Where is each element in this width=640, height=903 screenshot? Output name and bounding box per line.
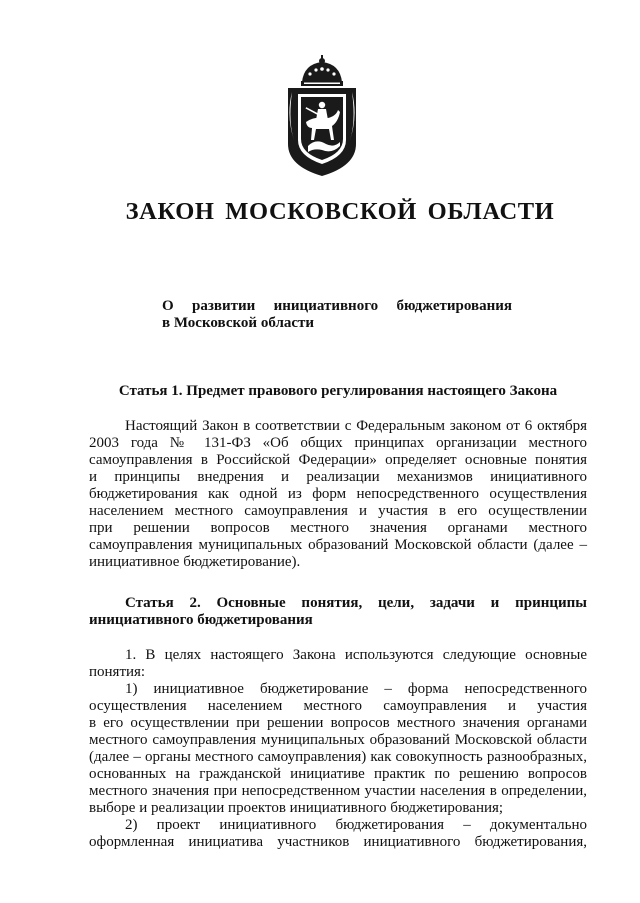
paragraph-line: местного самоуправления муниципальных образований Московской области	[89, 732, 587, 748]
article-2-heading: Статья 2. Основные понятия, цели, задачи и принципы	[125, 595, 587, 611]
paragraph-line: самоуправления муниципальных образований Московской области (далее –	[89, 537, 587, 553]
paragraph-line: 2003 года № 131-ФЗ «Об общих принципах организации местного	[89, 435, 587, 451]
article-1	[89, 383, 587, 400]
law-subject	[162, 298, 512, 332]
article-2-text	[89, 647, 587, 851]
paragraph-line: (далее – органы местного самоуправления) как совокупность разнообразных,	[89, 749, 587, 765]
paragraph-line: 2) проект инициативного бюджетирования – документально	[125, 817, 587, 833]
paragraph-line: населением местного самоуправления и участия в его осуществлении	[89, 503, 587, 519]
paragraph-line: 1) инициативное бюджетирование – форма непосредственного	[125, 681, 587, 697]
paragraph-line: и принципы внедрения и реализации механизмов инициативного	[89, 469, 587, 485]
subject-line: в Московской области	[162, 315, 315, 331]
paragraph-line: в его осуществлении при решении вопросов местного значения органами	[89, 715, 587, 731]
article-1-heading: Статья 1. Предмет правового регулирования настоящего Закона	[118, 383, 558, 399]
paragraph-line: оформленная инициатива участников инициативного бюджетирования,	[89, 834, 587, 850]
article-1-text	[89, 418, 587, 571]
paragraph-line: инициативное бюджетирование).	[89, 554, 301, 570]
paragraph-line: выборе и реализации проектов инициативного бюджетирования;	[89, 800, 504, 816]
paragraph-line: понятия:	[89, 664, 146, 680]
document-title: ЗАКОН МОСКОВСКОЙ ОБЛАСТИ	[125, 198, 555, 225]
paragraph-line: самоуправления в Российской Федерации» определяет основные понятия	[89, 452, 587, 468]
article-2-heading: инициативного бюджетирования	[89, 612, 313, 628]
paragraph-line: бюджетирования как одной из форм непосредственного осуществления	[89, 486, 587, 502]
paragraph-line: основанных на гражданской инициативе практик по решению вопросов	[89, 766, 587, 782]
subject-line: О развитии инициативного бюджетирования	[162, 298, 512, 314]
paragraph-line: Настоящий Закон в соответствии с Федеральным законом от 6 октября	[125, 418, 587, 434]
paragraph-line: 1. В целях настоящего Закона используются следующие основные	[125, 647, 587, 663]
paragraph-line: при решении вопросов местного значения органами местного	[89, 520, 587, 536]
paragraph-line: местного значения при непосредственном участии населения в определении,	[89, 783, 587, 799]
paragraph-line: осуществления населением местного самоуправления и участия	[89, 698, 587, 714]
moscow-oblast-coat-of-arms-icon	[284, 52, 360, 180]
article-2	[89, 595, 587, 629]
